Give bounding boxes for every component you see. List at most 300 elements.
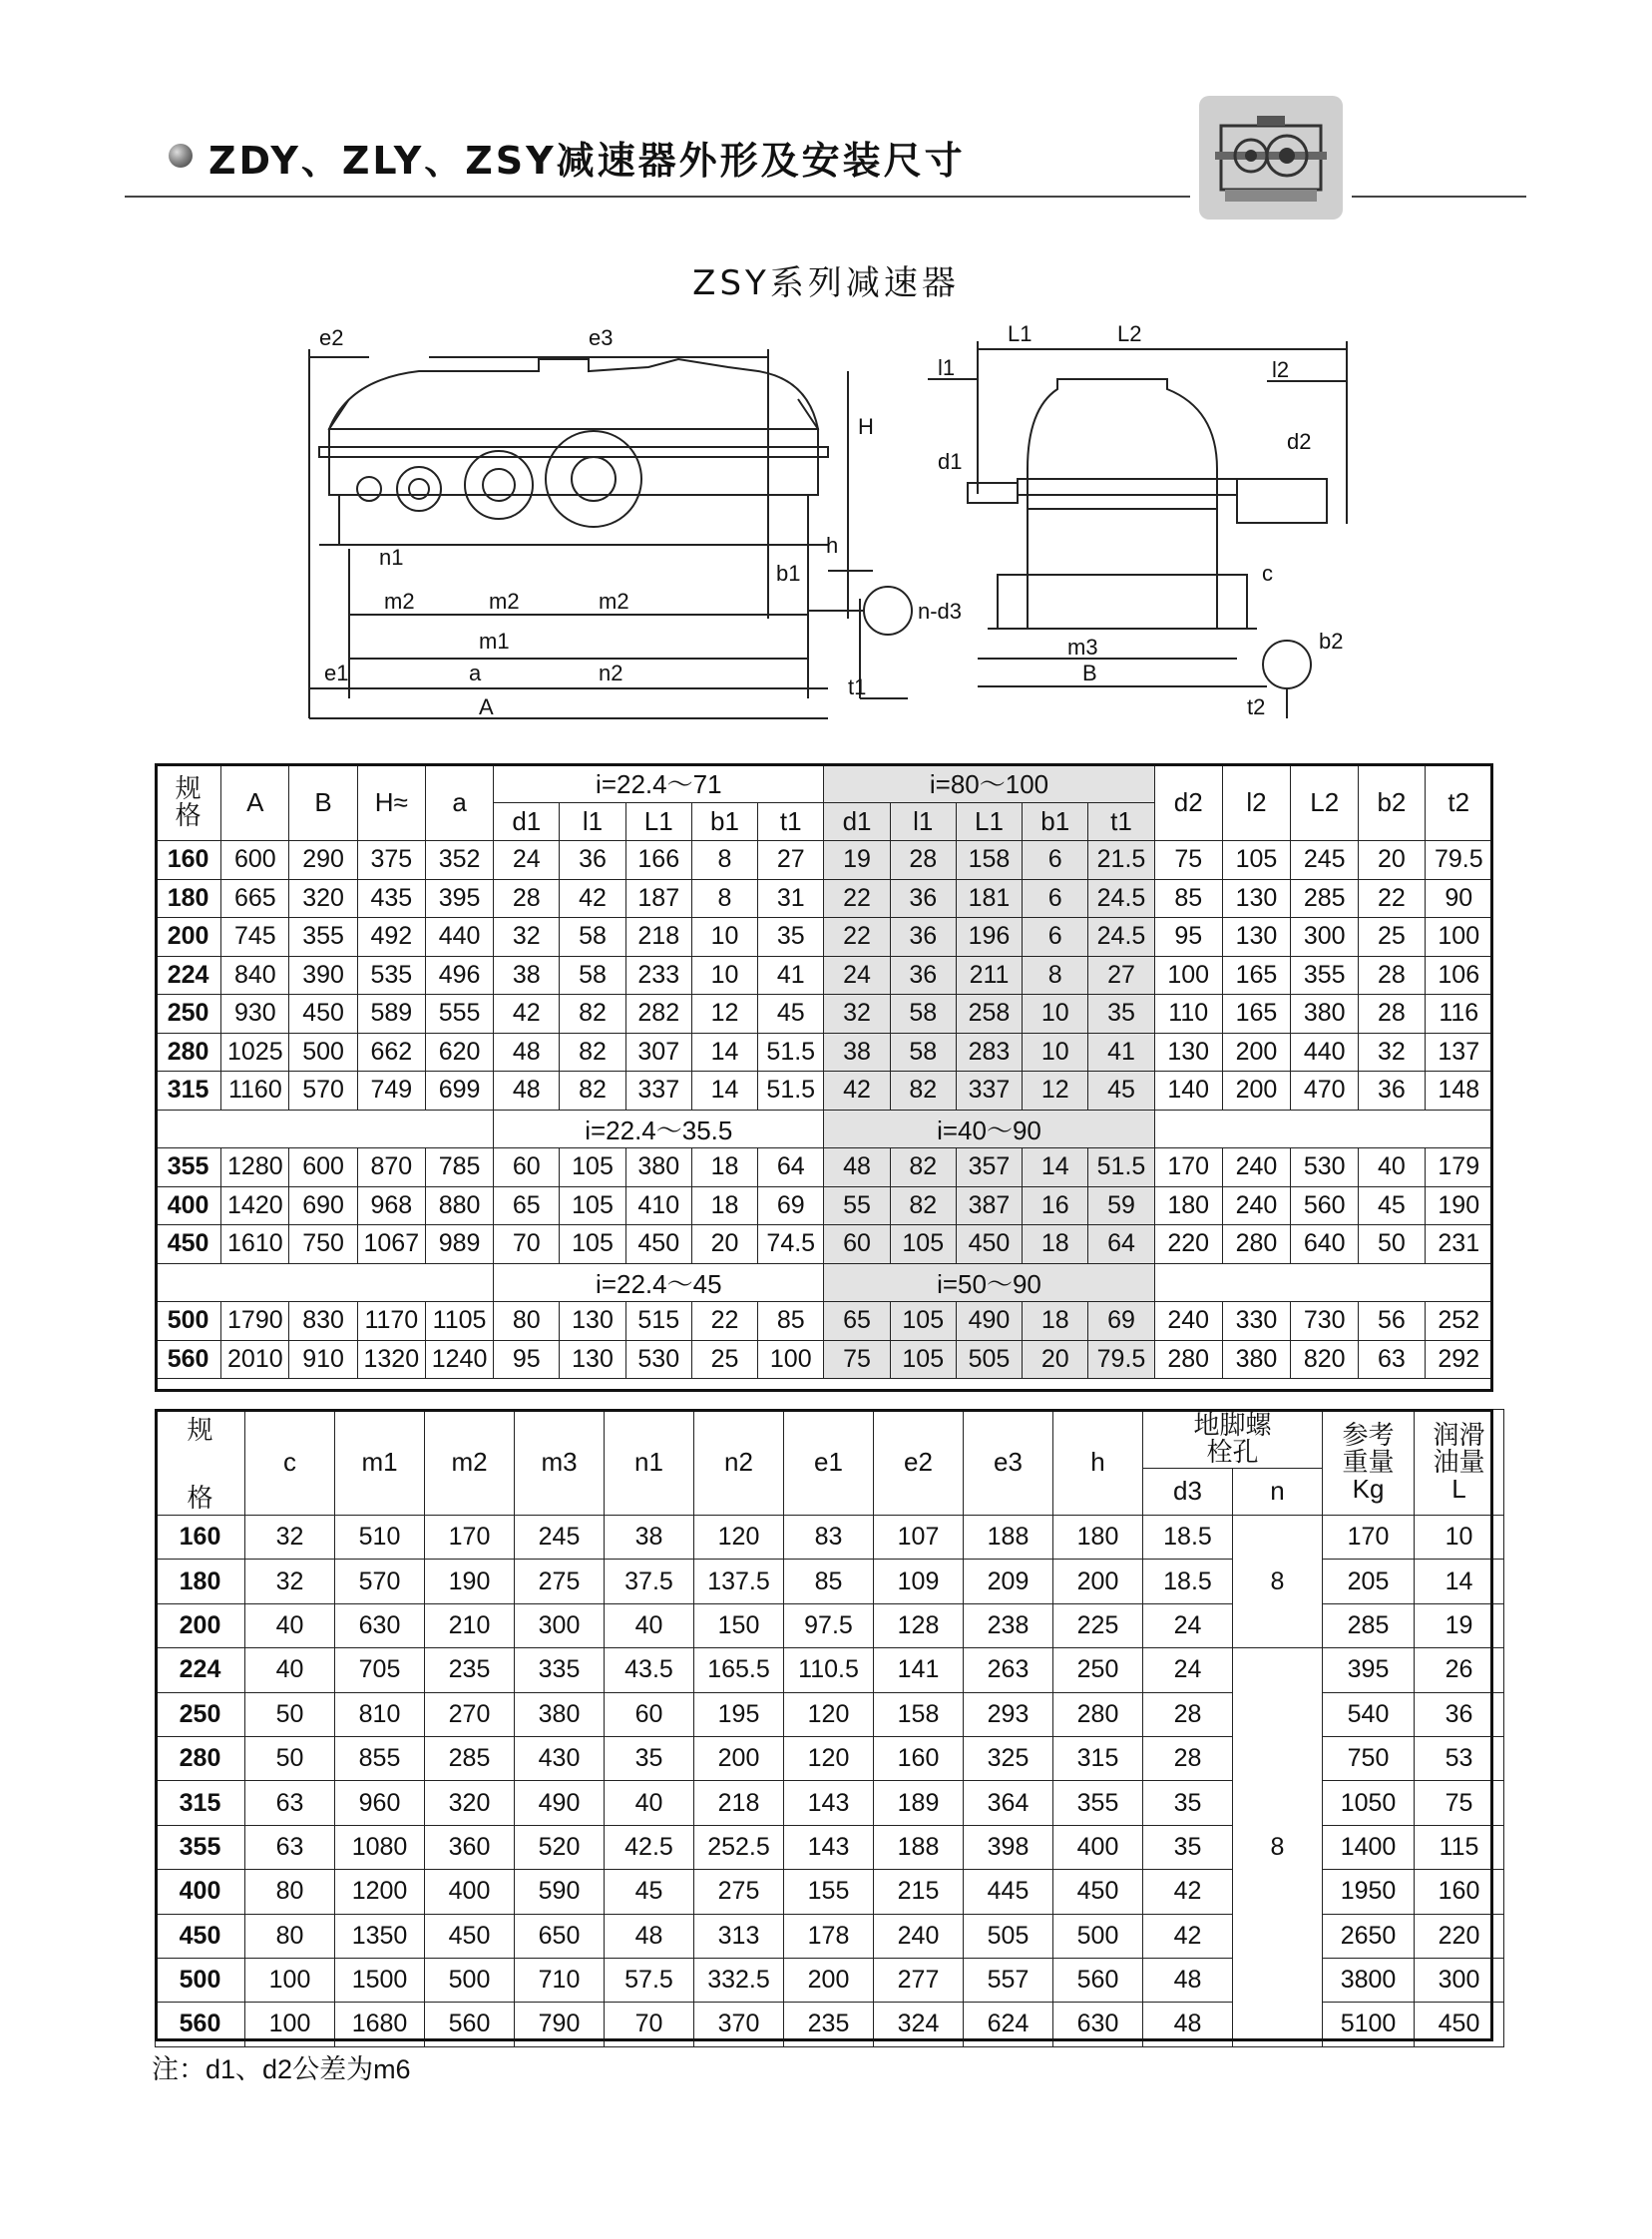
header-col: t2 — [1425, 764, 1492, 841]
ratio-group-a: i=22.4～45 — [494, 1263, 824, 1302]
table-cell: 100 — [1154, 956, 1222, 995]
table-2-body — [156, 1410, 1504, 2047]
header-col: e1 — [784, 1410, 874, 1516]
table-cell: 165.5 — [694, 1648, 784, 1692]
table-row — [156, 841, 1493, 880]
header-col: a — [425, 764, 493, 841]
table-cell: 750 — [1323, 1736, 1415, 1780]
label-d2: d2 — [1287, 429, 1312, 454]
table-cell: 170 — [1154, 1148, 1222, 1187]
row-spec: 560 — [156, 2003, 245, 2046]
table-cell: 22 — [824, 879, 890, 918]
label-n1: n1 — [379, 545, 404, 570]
table-cell: 40 — [605, 1781, 694, 1825]
bolt-count: 8 — [1233, 1516, 1323, 1648]
table-cell: 355 — [289, 918, 357, 957]
row-spec: 400 — [156, 1186, 221, 1225]
row-spec: 450 — [156, 1225, 221, 1264]
table-cell: 10 — [691, 918, 757, 957]
table-cell: 440 — [425, 918, 493, 957]
table-cell: 624 — [964, 2003, 1053, 2046]
table-cell: 20 — [1023, 1340, 1088, 1379]
table-cell: 28 — [1143, 1692, 1233, 1736]
header-col: l2 — [1222, 764, 1290, 841]
table-cell: 505 — [964, 1914, 1053, 1958]
table-cell: 79.5 — [1088, 1340, 1154, 1379]
table-cell: 130 — [560, 1340, 625, 1379]
table-cell: 48 — [1143, 2003, 1233, 2046]
table-cell: 45 — [1088, 1072, 1154, 1111]
header-spec: 规 格 — [156, 1410, 245, 1516]
table-cell: 170 — [425, 1516, 515, 1560]
table-cell: 64 — [1088, 1225, 1154, 1264]
table-cell: 1105 — [425, 1302, 493, 1341]
table-cell: 10 — [1023, 995, 1088, 1034]
table-cell: 190 — [1425, 1186, 1492, 1225]
table-cell: 22 — [1359, 879, 1425, 918]
table-cell: 32 — [245, 1560, 335, 1603]
table-cell: 120 — [694, 1516, 784, 1560]
table-cell: 60 — [605, 1692, 694, 1736]
label-A: A — [479, 694, 494, 719]
table-cell: 60 — [494, 1148, 560, 1187]
label-a: a — [469, 661, 482, 685]
table-cell: 188 — [964, 1516, 1053, 1560]
table-cell: 180 — [1154, 1186, 1222, 1225]
table-cell: 38 — [494, 956, 560, 995]
table-cell: 28 — [1359, 995, 1425, 1034]
table-cell: 59 — [1088, 1186, 1154, 1225]
table-cell: 85 — [758, 1302, 824, 1341]
table-cell: 240 — [874, 1914, 964, 1958]
table-cell: 18.5 — [1143, 1516, 1233, 1560]
table-cell: 60 — [824, 1225, 890, 1264]
header-col: d2 — [1154, 764, 1222, 841]
series-subtitle: ZSY系列减速器 — [692, 263, 960, 303]
table-cell: 75 — [1154, 841, 1222, 880]
table-cell: 18 — [691, 1148, 757, 1187]
table-cell: 58 — [560, 956, 625, 995]
dimensions-table-1 — [155, 763, 1493, 1379]
label-m3: m3 — [1067, 635, 1098, 660]
table-cell: 158 — [874, 1692, 964, 1736]
table-cell: 155 — [784, 1870, 874, 1914]
header-group-b: i=80～100 — [824, 764, 1154, 803]
table-cell: 640 — [1291, 1225, 1359, 1264]
table-cell: 105 — [560, 1148, 625, 1187]
table-cell: 82 — [560, 995, 625, 1034]
table-cell: 180 — [1053, 1516, 1143, 1560]
table-cell: 910 — [289, 1340, 357, 1379]
table-cell: 48 — [1143, 1958, 1233, 2002]
table-cell: 150 — [694, 1603, 784, 1647]
table-cell: 36 — [890, 956, 956, 995]
table-cell: 490 — [956, 1302, 1022, 1341]
table-1-body — [156, 764, 1493, 1379]
table-cell: 749 — [357, 1072, 425, 1111]
table-cell: 110 — [1154, 995, 1222, 1034]
table-cell: 1400 — [1323, 1825, 1415, 1869]
table-cell: 179 — [1425, 1148, 1492, 1187]
table-row — [156, 918, 1493, 957]
table-cell: 10 — [1415, 1516, 1504, 1560]
table-cell: 1200 — [335, 1870, 425, 1914]
header-col: m3 — [515, 1410, 605, 1516]
table-cell: 211 — [956, 956, 1022, 995]
table-cell: 662 — [357, 1033, 425, 1072]
header-col: c — [245, 1410, 335, 1516]
header-n: n — [1233, 1468, 1323, 1515]
label-H: H — [858, 414, 874, 439]
table-cell: 220 — [1415, 1914, 1504, 1958]
table-cell: 535 — [357, 956, 425, 995]
table-cell: 56 — [1359, 1302, 1425, 1341]
dimension-drawing — [289, 319, 1344, 738]
label-c: c — [1262, 561, 1273, 586]
table-cell: 245 — [1291, 841, 1359, 880]
table-cell: 1050 — [1323, 1781, 1415, 1825]
header-col: B — [289, 764, 357, 841]
table-cell: 69 — [758, 1186, 824, 1225]
table-cell: 20 — [691, 1225, 757, 1264]
table-row — [156, 1033, 1493, 1072]
label-L1: L1 — [1008, 321, 1032, 346]
ratio-group-row — [156, 1110, 1493, 1148]
table-cell: 51.5 — [1088, 1148, 1154, 1187]
row-spec: 560 — [156, 1340, 221, 1379]
table-cell: 1280 — [221, 1148, 289, 1187]
table-cell: 745 — [221, 918, 289, 957]
table-cell: 245 — [515, 1516, 605, 1560]
table-cell: 200 — [1222, 1033, 1290, 1072]
table-cell: 51.5 — [758, 1072, 824, 1111]
table-cell: 32 — [494, 918, 560, 957]
table-cell: 160 — [874, 1736, 964, 1780]
table-cell: 18.5 — [1143, 1560, 1233, 1603]
table-cell: 40 — [1359, 1148, 1425, 1187]
table-cell: 430 — [515, 1736, 605, 1780]
table-cell: 375 — [357, 841, 425, 880]
header-col: h — [1053, 1410, 1143, 1516]
table-cell: 181 — [956, 879, 1022, 918]
table-cell: 160 — [1415, 1870, 1504, 1914]
table-cell: 82 — [560, 1072, 625, 1111]
table-cell: 252.5 — [694, 1825, 784, 1869]
table-cell: 335 — [515, 1648, 605, 1692]
row-spec: 400 — [156, 1870, 245, 1914]
table-cell: 22 — [691, 1302, 757, 1341]
table-cell: 450 — [289, 995, 357, 1034]
table-cell: 520 — [515, 1825, 605, 1869]
header-rule-right — [1352, 196, 1526, 198]
table-cell: 277 — [874, 1958, 964, 2002]
header-col: n1 — [605, 1410, 694, 1516]
bullet-icon — [169, 144, 193, 168]
table-cell: 18 — [1023, 1225, 1088, 1264]
table-cell: 250 — [1053, 1648, 1143, 1692]
table-cell: 188 — [874, 1825, 964, 1869]
footnote: 注：d1、d2公差为m6 — [152, 2054, 411, 2084]
table-cell: 8 — [691, 879, 757, 918]
table-cell: 435 — [357, 879, 425, 918]
blank-cell — [156, 1110, 494, 1148]
table-cell: 220 — [1154, 1225, 1222, 1264]
table-row — [156, 956, 1493, 995]
table-cell: 307 — [625, 1033, 691, 1072]
header-weight: 参考 重量 Kg — [1323, 1410, 1415, 1516]
header-foot-bolt: 地脚螺 栓孔 — [1143, 1410, 1323, 1469]
table-cell: 20 — [1359, 841, 1425, 880]
table-cell: 105 — [560, 1186, 625, 1225]
table-cell: 560 — [425, 2003, 515, 2046]
table-cell: 82 — [890, 1148, 956, 1187]
table-cell: 238 — [964, 1603, 1053, 1647]
table-cell: 18 — [691, 1186, 757, 1225]
header-col: e2 — [874, 1410, 964, 1516]
table-cell: 53 — [1415, 1736, 1504, 1780]
table-cell: 555 — [425, 995, 493, 1034]
table-cell: 170 — [1323, 1516, 1415, 1560]
table-cell: 36 — [560, 841, 625, 880]
table-row — [156, 995, 1493, 1034]
table-cell: 137.5 — [694, 1560, 784, 1603]
table-cell: 83 — [784, 1516, 874, 1560]
table-cell: 282 — [625, 995, 691, 1034]
blank-cell — [156, 1263, 494, 1302]
table-cell: 1350 — [335, 1914, 425, 1958]
table-cell: 315 — [1053, 1736, 1143, 1780]
header-subcol: d1 — [494, 802, 560, 841]
table-row — [156, 1516, 1504, 1560]
label-e1: e1 — [324, 661, 349, 685]
table-cell: 38 — [605, 1516, 694, 1560]
table-cell: 95 — [1154, 918, 1222, 957]
table-cell: 148 — [1425, 1072, 1492, 1111]
table-cell: 42 — [1143, 1914, 1233, 1958]
table-cell: 187 — [625, 879, 691, 918]
header-subcol: l1 — [560, 802, 625, 841]
table-cell: 105 — [890, 1225, 956, 1264]
table-cell: 100 — [1425, 918, 1492, 957]
table-cell: 64 — [758, 1148, 824, 1187]
table-cell: 510 — [335, 1516, 425, 1560]
table-cell: 158 — [956, 841, 1022, 880]
header-oil: 润滑 油量 L — [1415, 1410, 1504, 1516]
table-cell: 63 — [245, 1825, 335, 1869]
table-cell: 6 — [1023, 879, 1088, 918]
table-cell: 143 — [784, 1781, 874, 1825]
table-cell: 36 — [890, 918, 956, 957]
table-cell: 105 — [1222, 841, 1290, 880]
table-cell: 97.5 — [784, 1603, 874, 1647]
table-cell: 1080 — [335, 1825, 425, 1869]
table-cell: 930 — [221, 995, 289, 1034]
bolt-count: 8 — [1233, 1648, 1323, 2047]
table-cell: 48 — [494, 1033, 560, 1072]
table-cell: 100 — [245, 2003, 335, 2046]
table-cell: 42.5 — [605, 1825, 694, 1869]
table-cell: 28 — [1359, 956, 1425, 995]
label-n-d3: n-d3 — [918, 599, 963, 624]
row-spec: 450 — [156, 1914, 245, 1958]
table-cell: 8 — [691, 841, 757, 880]
table-cell: 40 — [605, 1603, 694, 1647]
table-cell: 16 — [1023, 1186, 1088, 1225]
table-cell: 600 — [221, 841, 289, 880]
header-col: L2 — [1291, 764, 1359, 841]
table-cell: 380 — [625, 1148, 691, 1187]
table-cell: 6 — [1023, 918, 1088, 957]
row-spec: 280 — [156, 1736, 245, 1780]
table-cell: 355 — [1291, 956, 1359, 995]
table-cell: 100 — [758, 1340, 824, 1379]
table-cell: 280 — [1053, 1692, 1143, 1736]
table-cell: 143 — [784, 1825, 874, 1869]
table-cell: 25 — [691, 1340, 757, 1379]
table-cell: 530 — [625, 1340, 691, 1379]
table-cell: 785 — [425, 1148, 493, 1187]
table-cell: 90 — [1425, 879, 1492, 918]
table-row — [156, 1186, 1493, 1225]
table-row — [156, 1302, 1493, 1341]
table-cell: 26 — [1415, 1648, 1504, 1692]
table-cell: 130 — [1222, 918, 1290, 957]
table-cell: 490 — [515, 1781, 605, 1825]
table-cell: 880 — [425, 1186, 493, 1225]
label-m2-c: m2 — [599, 589, 629, 614]
table-cell: 205 — [1323, 1560, 1415, 1603]
table-cell: 360 — [425, 1825, 515, 1869]
table-cell: 80 — [245, 1870, 335, 1914]
table-cell: 325 — [964, 1736, 1053, 1780]
row-spec: 224 — [156, 1648, 245, 1692]
table-cell: 285 — [1291, 879, 1359, 918]
label-b2: b2 — [1319, 629, 1344, 654]
label-b1: b1 — [776, 561, 801, 586]
table-cell: 989 — [425, 1225, 493, 1264]
row-spec: 250 — [156, 995, 221, 1034]
table-cell: 165 — [1222, 995, 1290, 1034]
table-cell: 398 — [964, 1825, 1053, 1869]
table-cell: 240 — [1222, 1148, 1290, 1187]
table-cell: 225 — [1053, 1603, 1143, 1647]
table-cell: 395 — [425, 879, 493, 918]
row-spec: 500 — [156, 1958, 245, 2002]
table-cell: 36 — [1415, 1692, 1504, 1736]
table-cell: 28 — [494, 879, 560, 918]
table-cell: 258 — [956, 995, 1022, 1034]
table-cell: 82 — [890, 1186, 956, 1225]
label-L2: L2 — [1117, 321, 1142, 346]
row-spec: 315 — [156, 1072, 221, 1111]
dimensions-table-2 — [155, 1409, 1504, 2047]
table-cell: 820 — [1291, 1340, 1359, 1379]
table-cell: 330 — [1222, 1302, 1290, 1341]
table-cell: 82 — [560, 1033, 625, 1072]
table-cell: 110.5 — [784, 1648, 874, 1692]
table-2-header-row — [156, 1410, 1504, 1469]
table-cell: 12 — [1023, 1072, 1088, 1111]
table-cell: 332.5 — [694, 1958, 784, 2002]
table-cell: 1067 — [357, 1225, 425, 1264]
table-cell: 440 — [1291, 1033, 1359, 1072]
table-cell: 28 — [1143, 1736, 1233, 1780]
table-cell: 500 — [425, 1958, 515, 2002]
table-cell: 380 — [515, 1692, 605, 1736]
table-cell: 200 — [694, 1736, 784, 1780]
table-cell: 1790 — [221, 1302, 289, 1341]
table-cell: 337 — [625, 1072, 691, 1111]
table-cell: 10 — [1023, 1033, 1088, 1072]
table-cell: 410 — [625, 1186, 691, 1225]
table-cell: 82 — [890, 1072, 956, 1111]
table-cell: 557 — [964, 1958, 1053, 2002]
table-cell: 116 — [1425, 995, 1492, 1034]
table-cell: 2010 — [221, 1340, 289, 1379]
table-row — [156, 1072, 1493, 1111]
table-cell: 3800 — [1323, 1958, 1415, 2002]
table-cell: 280 — [1154, 1340, 1222, 1379]
table-cell: 141 — [874, 1648, 964, 1692]
table-cell: 85 — [1154, 879, 1222, 918]
header-spec: 规 格 — [156, 764, 221, 841]
table-cell: 699 — [425, 1072, 493, 1111]
table-cell: 380 — [1291, 995, 1359, 1034]
table-cell: 35 — [605, 1736, 694, 1780]
table-cell: 870 — [357, 1148, 425, 1187]
table-cell: 283 — [956, 1033, 1022, 1072]
table-cell: 235 — [784, 2003, 874, 2046]
table-cell: 200 — [784, 1958, 874, 2002]
table-cell: 24 — [1143, 1648, 1233, 1692]
row-spec: 280 — [156, 1033, 221, 1072]
table-cell: 8 — [1023, 956, 1088, 995]
table-cell: 24 — [494, 841, 560, 880]
table-cell: 74.5 — [758, 1225, 824, 1264]
label-e3: e3 — [589, 325, 614, 350]
table-cell: 140 — [1154, 1072, 1222, 1111]
table-cell: 240 — [1154, 1302, 1222, 1341]
header-subcol: t1 — [758, 802, 824, 841]
table-cell: 35 — [758, 918, 824, 957]
label-e2: e2 — [319, 325, 344, 350]
table-cell: 10 — [691, 956, 757, 995]
row-spec: 160 — [156, 1516, 245, 1560]
table-row — [156, 1225, 1493, 1264]
header-col: m2 — [425, 1410, 515, 1516]
header-subcol: l1 — [890, 802, 956, 841]
table-cell: 36 — [890, 879, 956, 918]
table-cell: 492 — [357, 918, 425, 957]
table-cell: 21.5 — [1088, 841, 1154, 880]
table-cell: 65 — [494, 1186, 560, 1225]
table-row — [156, 1648, 1504, 1692]
table-cell: 600 — [289, 1148, 357, 1187]
table-row — [156, 1340, 1493, 1379]
table-cell: 195 — [694, 1692, 784, 1736]
table-cell: 105 — [560, 1225, 625, 1264]
table-cell: 370 — [694, 2003, 784, 2046]
table-cell: 28 — [890, 841, 956, 880]
table-cell: 218 — [625, 918, 691, 957]
table-cell: 590 — [515, 1870, 605, 1914]
table-cell: 570 — [289, 1072, 357, 1111]
row-spec: 180 — [156, 879, 221, 918]
table-cell: 355 — [1053, 1781, 1143, 1825]
row-spec: 160 — [156, 841, 221, 880]
table-cell: 630 — [335, 1603, 425, 1647]
row-spec: 315 — [156, 1781, 245, 1825]
